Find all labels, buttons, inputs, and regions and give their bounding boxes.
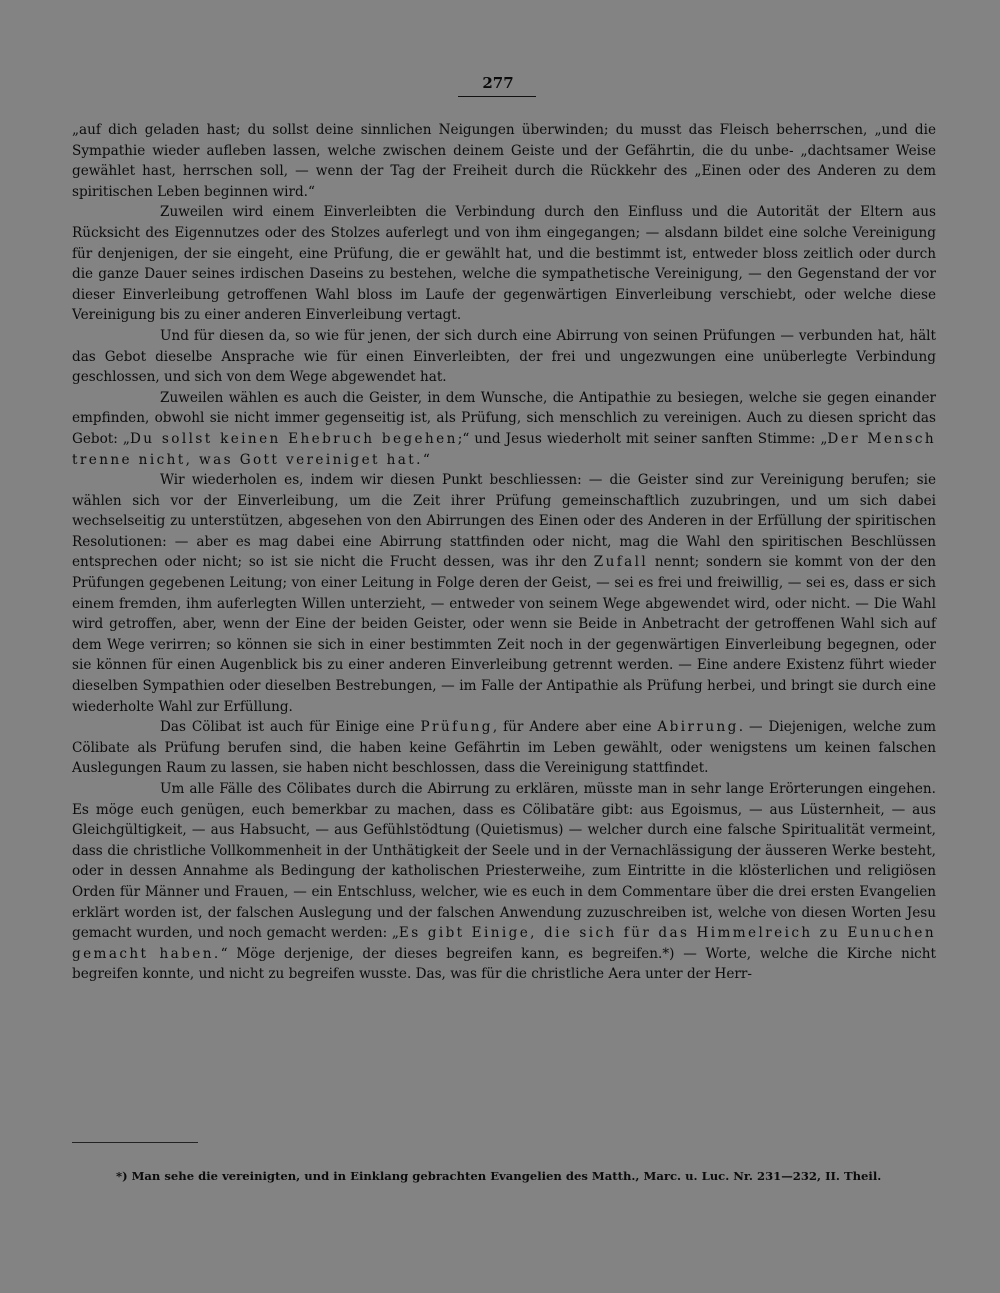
text-run: Um alle Fälle des Cölibates durch die Abirrung zu erklären, müsste man in sehr lange Erörterungen eingehen. Es möge euch genügen, euch bemerkbar zu machen, dass es Cölibatäre gibt: aus Egoismus, — aus Lüsternheit, — aus Gleichgültigkeit, — aus Habsucht, — aus Gefühlstödtung (Quietismus) — welcher durch eine falsche Spiritualität vermeint, dass die christliche Vollkommenheit in der Unthätigkeit der Seele und in der Vernachlässigung der äusseren Werke besteht, oder in dessen Annahme als Bedingung der katholischen Priesterweihe, zum Eintritte in die klösterlichen und religiösen Orden für Männer und Frauen, — ein Entschluss, welcher, wie es euch in dem Commentare über die drei ersten Evangelien erklärt worden ist, der falschen Auslegung und der falschen Anwendung zuzuschreiben ist, welche von diesen Worten Jesu gemacht wurden, und noch gemacht werden: „ (72, 781, 936, 942)
footnote: *) Man sehe die vereinigten, und in Einklang gebrachten Evangelien des Matth., Marc. u. Luc. Nr. 231—232, II. Theil. (116, 1169, 882, 1183)
paragraph (72, 717, 936, 779)
paragraph (72, 779, 936, 985)
text-run: nennt; sondern sie kommt von der den Prüfungen gegebenen Leitung; von einer Leitung in Folge deren der Geist, — sei es frei und freiwillig, — sei es, dass er sich einem fremden, ihm auferlegten Willen unterzieht, — entweder von seinem Wege abgewendet wird, oder nicht. — Die Wahl wird getroffen, aber, wenn der Eine der beiden Geister, oder wenn sie Beide in Anbetracht der getroffenen Wahl sich auf dem Wege verirren; so können sie sich in einer bestimmten Zeit noch in der gegenwärtigen Einverleibung begegnen, oder sie können für einen Augenblick bis zu einer anderen Einverleibung getrennt werden. — Eine andere Existenz führt wieder dieselben Sympathien oder dieselben Bestrebungen, — im Falle der Antipathie als Prüfung herbei, und bringt sie durch eine wiederholte Wahl zur Erfüllung. (72, 554, 937, 715)
paragraph (72, 388, 936, 470)
footnote-separator (72, 1142, 198, 1143)
spaced-emphasis: Der Mensch trenne nicht, was Gott vereiniget hat. (72, 430, 937, 468)
spaced-emphasis: Zufall (593, 554, 649, 571)
text-run: Zuweilen wird einem Einverleibten die Verbindung durch den Einfluss und die Autorität der Eltern aus Rücksicht des Eigennutzes oder des Stolzes auferlegt und von ihm eingegangen; — alsdann bildet eine solche Vereinigung für denjenigen, der sie eingeht, eine Prüfung, die er gewählt hat, und die bestimmt ist, entweder bloss zeitlich oder durch die ganze Dauer seines irdischen Daseins zu bestehen, welche die sympathetische Vereinigung, — den Gegenstand der vor dieser Einverleibung getroffenen Wahl bloss im Laufe der gegenwärtigen Einverleibung verschiebt, oder welche diese Vereinigung bis zu einer anderen Einverleibung vertagt. (72, 204, 936, 324)
text-run: Zuweilen wählen es auch die Geister, in dem Wunsche, die Antipathie zu besiegen, welche sie gegen einander empfinden, obwohl sie nicht immer gegenseitig ist, als Prüfung, sich menschlich zu vereinigen. Auch zu diesen spricht das Gebot: „ (72, 389, 936, 447)
paragraph (72, 326, 936, 388)
text-run: , für Andere aber eine (492, 719, 658, 736)
spaced-emphasis: Abirrung (657, 719, 739, 736)
spaced-emphasis: Es gibt Einige, die sich für das Himmelreich zu Eunuchen gemacht haben. (72, 925, 936, 962)
spaced-emphasis: Du sollst keinen Ehebruch begehen (129, 430, 458, 447)
text-run: „auf dich geladen hast; du sollst deine sinnlichen Neigungen überwinden; du musst das Fleisch beherrschen, „und die Sympathie wieder aufleben lassen, welche zwischen deinem Geiste und der Gefährtin, die du unbe- „dachtsamer Weise gewählet hast, herrschen soll, — wenn der Tag der Freiheit durch die Rückkehr des „Einen oder des Anderen zu dem spiritischen Leben beginnen wird.“ (72, 122, 936, 200)
paragraph (72, 120, 936, 202)
paragraph (72, 470, 936, 717)
text-run: ;“ und Jesus wiederholt mit seiner sanften Stimme: „ (457, 430, 828, 447)
page-number: 277 (482, 74, 514, 92)
text-run: “ Möge derjenige, der dieses begreifen kann, es begreifen.*) — Worte, welche die Kirche nicht begreifen konnte, und nicht zu begreifen wusste. Das, was für die christliche Aera unter der Herr- (72, 945, 937, 983)
text-run: “ (422, 451, 430, 468)
spaced-emphasis: Prüfung (420, 719, 493, 736)
paragraph (72, 202, 936, 326)
page-number-rule (458, 96, 536, 97)
text-run: Und für diesen da, so wie für jenen, der sich durch eine Abirrung von seinen Prüfungen — verbunden hat, hält das Gebot dieselbe Ansprache wie für einen Einverleibten, der frei und ungezwungen eine unüberlegte Verbindung geschlossen, und sich von dem Wege abgewendet hat. (72, 327, 936, 386)
body-text (72, 120, 936, 985)
text-run: Das Cölibat ist auch für Einige eine (160, 719, 421, 736)
text-run: Wir wiederholen es, indem wir diesen Punkt beschliessen: — die Geister sind zur Vereinigung berufen; sie wählen sich vor der Einverleibung, um die Zeit ihrer Prüfung gemeinschaftlich zuzubringen, und um sich dabei wechselseitig zu unterstützen, abgesehen von den Abirrungen des Einen oder des Anderen in der Erfüllung der spiritischen Resolutionen: — aber es mag dabei eine Abirrung stattfinden oder nicht, mag die Wahl den spiritischen Beschlüssen entsprechen oder nicht; so ist sie nicht die Frucht dessen, was ihr den (72, 472, 936, 571)
text-run: . — Diejenigen, welche zum Cölibate als Prüfung berufen sind, die haben keine Gefährtin im Leben gewählt, oder wenigstens um keinen falschen Auslegungen Raum zu lassen, sie haben nicht beschlossen, dass die Vereinigung stattfindet. (72, 719, 936, 777)
